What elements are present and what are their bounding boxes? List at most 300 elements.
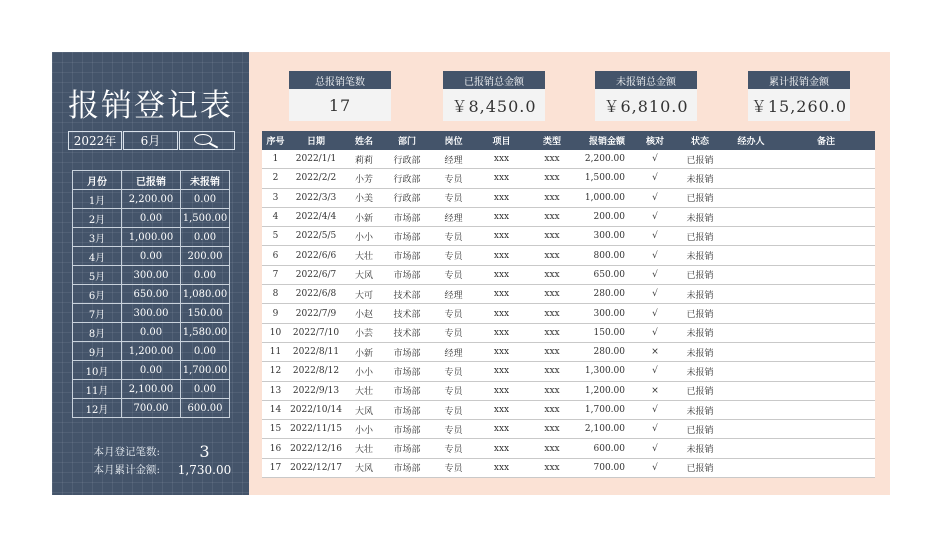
cell-col-remark[interactable] — [777, 304, 875, 323]
monthly-month-cell: 3月 — [73, 228, 122, 247]
cell-col-status[interactable]: 未报销 — [675, 285, 725, 304]
monthly-row — [73, 285, 230, 304]
period-selector — [68, 131, 235, 150]
cell-col-remark[interactable] — [777, 362, 875, 381]
monthly-paid-cell: 2,100.00 — [122, 380, 181, 399]
monthly-row — [73, 266, 230, 285]
cell-col-date[interactable]: 2022/6/6 — [289, 246, 343, 265]
cell-col-handler[interactable] — [725, 323, 777, 342]
cell-col-date[interactable]: 2022/4/4 — [289, 207, 343, 226]
cell-col-status[interactable]: 已报销 — [675, 188, 725, 207]
monthly-month-cell: 2月 — [73, 209, 122, 228]
header-col-remark[interactable]: 备注 — [777, 131, 875, 150]
cell-col-remark[interactable] — [777, 285, 875, 304]
card-value: ￥6,810.0 — [595, 89, 697, 121]
cell-col-date[interactable]: 2022/1/1 — [289, 150, 343, 169]
cell-col-dept[interactable]: 技术部 — [385, 323, 429, 342]
cell-col-position[interactable]: 专员 — [429, 265, 478, 284]
cell-col-handler[interactable] — [725, 362, 777, 381]
monthly-month-cell: 10月 — [73, 361, 122, 380]
table-row[interactable] — [262, 362, 875, 381]
cell-col-type[interactable]: xxx — [525, 323, 579, 342]
cell-col-item[interactable]: xxx — [478, 381, 525, 400]
card-unpaid-total — [595, 71, 697, 121]
cell-col-handler[interactable] — [725, 458, 777, 477]
cell-col-name[interactable]: 小美 — [343, 188, 385, 207]
cell-col-position[interactable]: 专员 — [429, 400, 478, 419]
monthly-row — [73, 380, 230, 399]
cell-col-item[interactable]: xxx — [478, 150, 525, 169]
cell-col-type[interactable]: xxx — [525, 420, 579, 439]
cell-col-index[interactable]: 15 — [262, 420, 289, 439]
cell-col-status[interactable]: 未报销 — [675, 246, 725, 265]
cell-col-item[interactable]: xxx — [478, 323, 525, 342]
table-row[interactable] — [262, 150, 875, 169]
cell-col-name[interactable]: 莉莉 — [343, 150, 385, 169]
cell-col-type[interactable]: xxx — [525, 362, 579, 381]
monthly-unpaid-cell: 600.00 — [181, 399, 230, 418]
cell-col-index[interactable]: 10 — [262, 323, 289, 342]
monthly-unpaid-cell: 0.00 — [181, 380, 230, 399]
left-panel — [52, 52, 249, 495]
month-count-value: 3 — [199, 442, 210, 461]
month-total-value: 1,730.00 — [177, 462, 232, 477]
cell-col-check[interactable]: √ — [635, 323, 675, 342]
monthly-unpaid-cell: 1,580.00 — [181, 323, 230, 342]
cell-col-dept[interactable]: 市场部 — [385, 458, 429, 477]
cell-col-status[interactable]: 未报销 — [675, 169, 725, 188]
cell-col-status[interactable]: 未报销 — [675, 400, 725, 419]
cell-col-item[interactable]: xxx — [478, 420, 525, 439]
cell-col-index[interactable]: 2 — [262, 169, 289, 188]
cell-col-type[interactable]: xxx — [525, 285, 579, 304]
cell-col-name[interactable]: 大可 — [343, 285, 385, 304]
cell-col-amount[interactable]: 2,200.00 — [579, 150, 635, 169]
cell-col-item[interactable]: xxx — [478, 342, 525, 361]
cell-col-index[interactable]: 14 — [262, 400, 289, 419]
header-col-type[interactable]: 类型 — [525, 131, 579, 150]
cell-col-item[interactable]: xxx — [478, 207, 525, 226]
cell-col-remark[interactable] — [777, 342, 875, 361]
monthly-month-cell: 8月 — [73, 323, 122, 342]
cell-col-item[interactable]: xxx — [478, 439, 525, 458]
cell-col-handler[interactable] — [725, 169, 777, 188]
cell-col-type[interactable]: xxx — [525, 400, 579, 419]
table-row[interactable] — [262, 342, 875, 361]
header-col-name[interactable]: 姓名 — [343, 131, 385, 150]
cell-col-type[interactable]: xxx — [525, 381, 579, 400]
monthly-row — [73, 399, 230, 418]
monthly-paid-cell: 0.00 — [122, 247, 181, 266]
cell-col-handler[interactable] — [725, 285, 777, 304]
cell-col-dept[interactable]: 市场部 — [385, 265, 429, 284]
monthly-header-paid: 已报销 — [122, 171, 181, 190]
cell-col-item[interactable]: xxx — [478, 227, 525, 246]
cell-col-position[interactable]: 专员 — [429, 304, 478, 323]
cell-col-name[interactable]: 小小 — [343, 362, 385, 381]
cell-col-name[interactable]: 小小 — [343, 227, 385, 246]
cell-col-dept[interactable]: 技术部 — [385, 304, 429, 323]
cell-col-index[interactable]: 16 — [262, 439, 289, 458]
table-row[interactable] — [262, 458, 875, 477]
cell-col-remark[interactable] — [777, 420, 875, 439]
cell-col-check[interactable]: √ — [635, 304, 675, 323]
cell-col-type[interactable]: xxx — [525, 342, 579, 361]
monthly-unpaid-cell: 0.00 — [181, 228, 230, 247]
table-row[interactable] — [262, 169, 875, 188]
cell-col-dept[interactable]: 市场部 — [385, 246, 429, 265]
cell-col-dept[interactable]: 行政部 — [385, 188, 429, 207]
cell-col-check[interactable]: √ — [635, 420, 675, 439]
cell-col-type[interactable]: xxx — [525, 458, 579, 477]
cell-col-type[interactable]: xxx — [525, 150, 579, 169]
cell-col-remark[interactable] — [777, 169, 875, 188]
cell-col-name[interactable]: 大壮 — [343, 439, 385, 458]
cell-col-date[interactable]: 2022/8/11 — [289, 342, 343, 361]
cell-col-remark[interactable] — [777, 400, 875, 419]
card-value: ￥8,450.0 — [443, 89, 545, 121]
header-col-position[interactable]: 岗位 — [429, 131, 478, 150]
cell-col-status[interactable]: 未报销 — [675, 207, 725, 226]
monthly-month-cell: 1月 — [73, 190, 122, 209]
cell-col-position[interactable]: 专员 — [429, 227, 478, 246]
monthly-unpaid-cell: 0.00 — [181, 266, 230, 285]
monthly-row — [73, 361, 230, 380]
monthly-header-unpaid: 未报销 — [181, 171, 230, 190]
cell-col-item[interactable]: xxx — [478, 304, 525, 323]
cell-col-status[interactable]: 未报销 — [675, 342, 725, 361]
cell-col-position[interactable]: 专员 — [429, 169, 478, 188]
cell-col-item[interactable]: xxx — [478, 400, 525, 419]
monthly-paid-cell: 0.00 — [122, 361, 181, 380]
cell-col-item[interactable]: xxx — [478, 246, 525, 265]
cell-col-index[interactable]: 3 — [262, 188, 289, 207]
monthly-unpaid-cell: 200.00 — [181, 247, 230, 266]
table-row[interactable] — [262, 285, 875, 304]
cell-col-date[interactable]: 2022/12/17 — [289, 458, 343, 477]
cell-col-status[interactable]: 已报销 — [675, 227, 725, 246]
cell-col-amount[interactable]: 1,500.00 — [579, 169, 635, 188]
table-row[interactable] — [262, 246, 875, 265]
cell-col-name[interactable]: 大风 — [343, 265, 385, 284]
monthly-header-row — [73, 171, 230, 190]
cell-col-date[interactable]: 2022/8/12 — [289, 362, 343, 381]
cell-col-amount[interactable]: 280.00 — [579, 342, 635, 361]
table-row[interactable] — [262, 420, 875, 439]
cell-col-date[interactable]: 2022/6/8 — [289, 285, 343, 304]
cell-col-handler[interactable] — [725, 150, 777, 169]
cell-col-type[interactable]: xxx — [525, 227, 579, 246]
cell-col-check[interactable]: × — [635, 381, 675, 400]
cell-col-check[interactable]: √ — [635, 362, 675, 381]
cell-col-dept[interactable]: 市场部 — [385, 227, 429, 246]
monthly-paid-cell: 2,200.00 — [122, 190, 181, 209]
card-label: 未报销总金额 — [595, 71, 697, 89]
cell-col-name[interactable]: 大风 — [343, 458, 385, 477]
cell-col-dept[interactable]: 技术部 — [385, 285, 429, 304]
header-col-index[interactable]: 序号 — [262, 131, 289, 150]
cell-col-amount[interactable]: 1,300.00 — [579, 362, 635, 381]
cell-col-dept[interactable]: 市场部 — [385, 400, 429, 419]
cell-col-date[interactable]: 2022/7/10 — [289, 323, 343, 342]
cell-col-date[interactable]: 2022/6/7 — [289, 265, 343, 284]
monthly-unpaid-cell: 0.00 — [181, 190, 230, 209]
cell-col-date[interactable]: 2022/10/14 — [289, 400, 343, 419]
cell-col-remark[interactable] — [777, 188, 875, 207]
table-row[interactable] — [262, 439, 875, 458]
cell-col-name[interactable]: 大壮 — [343, 246, 385, 265]
cell-col-index[interactable]: 17 — [262, 458, 289, 477]
month-total-row — [52, 462, 249, 477]
cell-col-item[interactable]: xxx — [478, 169, 525, 188]
monthly-paid-cell: 1,200.00 — [122, 342, 181, 361]
cell-col-position[interactable]: 经理 — [429, 150, 478, 169]
cell-col-handler[interactable] — [725, 188, 777, 207]
monthly-paid-cell: 300.00 — [122, 304, 181, 323]
cell-col-amount[interactable]: 600.00 — [579, 439, 635, 458]
cell-col-position[interactable]: 专员 — [429, 188, 478, 207]
table-row[interactable] — [262, 381, 875, 400]
monthly-row — [73, 342, 230, 361]
monthly-unpaid-cell: 0.00 — [181, 342, 230, 361]
cell-col-check[interactable]: × — [635, 342, 675, 361]
cell-col-remark[interactable] — [777, 150, 875, 169]
cell-col-name[interactable]: 小新 — [343, 342, 385, 361]
cell-col-dept[interactable]: 市场部 — [385, 207, 429, 226]
cell-col-status[interactable]: 已报销 — [675, 265, 725, 284]
monthly-paid-cell: 1,000.00 — [122, 228, 181, 247]
card-total-count — [289, 71, 391, 121]
cell-col-amount[interactable]: 700.00 — [579, 458, 635, 477]
table-row[interactable] — [262, 227, 875, 246]
monthly-unpaid-cell: 1,500.00 — [181, 209, 230, 228]
table-header-row — [262, 131, 875, 150]
monthly-row — [73, 323, 230, 342]
cell-col-check[interactable]: √ — [635, 439, 675, 458]
cell-col-amount[interactable]: 1,200.00 — [579, 381, 635, 400]
header-col-date[interactable]: 日期 — [289, 131, 343, 150]
cell-col-dept[interactable]: 市场部 — [385, 342, 429, 361]
cell-col-position[interactable]: 专员 — [429, 323, 478, 342]
cell-col-remark[interactable] — [777, 207, 875, 226]
cell-col-index[interactable]: 13 — [262, 381, 289, 400]
cell-col-date[interactable]: 2022/3/3 — [289, 188, 343, 207]
year-select[interactable]: 2022年 — [68, 131, 122, 150]
cell-col-check[interactable]: √ — [635, 169, 675, 188]
cell-col-amount[interactable]: 150.00 — [579, 323, 635, 342]
cell-col-check[interactable]: √ — [635, 246, 675, 265]
cell-col-handler[interactable] — [725, 246, 777, 265]
cell-col-position[interactable]: 专员 — [429, 439, 478, 458]
cell-col-type[interactable]: xxx — [525, 188, 579, 207]
cell-col-handler[interactable] — [725, 420, 777, 439]
header-col-status[interactable]: 状态 — [675, 131, 725, 150]
cell-col-dept[interactable]: 行政部 — [385, 169, 429, 188]
header-col-item[interactable]: 项目 — [478, 131, 525, 150]
cell-col-position[interactable]: 经理 — [429, 285, 478, 304]
cell-col-name[interactable]: 小赵 — [343, 304, 385, 323]
monthly-month-cell: 7月 — [73, 304, 122, 323]
cell-col-index[interactable]: 5 — [262, 227, 289, 246]
cell-col-amount[interactable]: 1,700.00 — [579, 400, 635, 419]
cell-col-name[interactable]: 小芸 — [343, 323, 385, 342]
cell-col-check[interactable]: √ — [635, 188, 675, 207]
page-title: 报销登记表 — [68, 88, 233, 124]
cell-col-status[interactable]: 已报销 — [675, 458, 725, 477]
monthly-paid-cell: 0.00 — [122, 323, 181, 342]
cell-col-amount[interactable]: 800.00 — [579, 246, 635, 265]
cell-col-status[interactable]: 未报销 — [675, 362, 725, 381]
cell-col-date[interactable]: 2022/2/2 — [289, 169, 343, 188]
cell-col-item[interactable]: xxx — [478, 285, 525, 304]
cell-col-amount[interactable]: 200.00 — [579, 207, 635, 226]
cell-col-name[interactable]: 大风 — [343, 400, 385, 419]
cell-col-type[interactable]: xxx — [525, 169, 579, 188]
monthly-unpaid-cell: 1,080.00 — [181, 285, 230, 304]
month-count-row — [52, 442, 249, 461]
cell-col-position[interactable]: 经理 — [429, 207, 478, 226]
cell-col-handler[interactable] — [725, 342, 777, 361]
cell-col-index[interactable]: 9 — [262, 304, 289, 323]
cell-col-amount[interactable]: 650.00 — [579, 265, 635, 284]
cell-col-date[interactable]: 2022/9/13 — [289, 381, 343, 400]
table-row[interactable] — [262, 304, 875, 323]
cell-col-item[interactable]: xxx — [478, 458, 525, 477]
search-icon — [194, 134, 220, 148]
monthly-unpaid-cell: 1,700.00 — [181, 361, 230, 380]
monthly-paid-cell: 650.00 — [122, 285, 181, 304]
monthly-row — [73, 247, 230, 266]
cell-col-name[interactable]: 小芳 — [343, 169, 385, 188]
table-row[interactable] — [262, 188, 875, 207]
monthly-month-cell: 6月 — [73, 285, 122, 304]
cell-col-amount[interactable]: 280.00 — [579, 285, 635, 304]
cell-col-type[interactable]: xxx — [525, 265, 579, 284]
cell-col-handler[interactable] — [725, 207, 777, 226]
cell-col-position[interactable]: 专员 — [429, 381, 478, 400]
cell-col-remark[interactable] — [777, 265, 875, 284]
cell-col-index[interactable]: 12 — [262, 362, 289, 381]
cell-col-check[interactable]: √ — [635, 207, 675, 226]
cell-col-status[interactable]: 已报销 — [675, 381, 725, 400]
cell-col-handler[interactable] — [725, 265, 777, 284]
month-select[interactable]: 6月 — [123, 131, 178, 150]
cell-col-status[interactable]: 未报销 — [675, 439, 725, 458]
cell-col-dept[interactable]: 行政部 — [385, 150, 429, 169]
cell-col-position[interactable]: 专员 — [429, 458, 478, 477]
card-value: ￥15,260.0 — [748, 89, 850, 121]
cell-col-remark[interactable] — [777, 458, 875, 477]
cell-col-handler[interactable] — [725, 227, 777, 246]
month-total-label: 本月累计金额: — [93, 464, 160, 476]
cell-col-index[interactable]: 6 — [262, 246, 289, 265]
cell-col-dept[interactable]: 市场部 — [385, 381, 429, 400]
header-col-amount[interactable]: 报销金额 — [579, 131, 635, 150]
cell-col-status[interactable]: 已报销 — [675, 420, 725, 439]
table-row[interactable] — [262, 207, 875, 226]
cell-col-check[interactable]: √ — [635, 400, 675, 419]
cell-col-amount[interactable]: 1,000.00 — [579, 188, 635, 207]
monthly-paid-cell: 0.00 — [122, 209, 181, 228]
cell-col-index[interactable]: 8 — [262, 285, 289, 304]
expense-register-table — [262, 131, 875, 478]
cell-col-amount[interactable]: 2,100.00 — [579, 420, 635, 439]
cell-col-handler[interactable] — [725, 304, 777, 323]
cell-col-status[interactable]: 未报销 — [675, 323, 725, 342]
cell-col-dept[interactable]: 市场部 — [385, 420, 429, 439]
monthly-row — [73, 190, 230, 209]
cell-col-handler[interactable] — [725, 400, 777, 419]
cell-col-type[interactable]: xxx — [525, 207, 579, 226]
cell-col-date[interactable]: 2022/7/9 — [289, 304, 343, 323]
cell-col-check[interactable]: √ — [635, 458, 675, 477]
cell-col-name[interactable]: 大壮 — [343, 381, 385, 400]
card-value: 17 — [289, 89, 391, 121]
cell-col-name[interactable]: 小小 — [343, 420, 385, 439]
cell-col-handler[interactable] — [725, 439, 777, 458]
cell-col-remark[interactable] — [777, 246, 875, 265]
cell-col-dept[interactable]: 市场部 — [385, 439, 429, 458]
cell-col-remark[interactable] — [777, 323, 875, 342]
header-col-dept[interactable]: 部门 — [385, 131, 429, 150]
cell-col-remark[interactable] — [777, 439, 875, 458]
cell-col-check[interactable]: √ — [635, 285, 675, 304]
monthly-paid-cell: 300.00 — [122, 266, 181, 285]
cell-col-dept[interactable]: 市场部 — [385, 362, 429, 381]
cell-col-type[interactable]: xxx — [525, 246, 579, 265]
table-row[interactable] — [262, 265, 875, 284]
monthly-month-cell: 12月 — [73, 399, 122, 418]
cell-col-status[interactable]: 已报销 — [675, 304, 725, 323]
cell-col-item[interactable]: xxx — [478, 362, 525, 381]
table-row[interactable] — [262, 323, 875, 342]
header-col-handler[interactable]: 经办人 — [725, 131, 777, 150]
cell-col-index[interactable]: 1 — [262, 150, 289, 169]
cell-col-index[interactable]: 11 — [262, 342, 289, 361]
card-label: 已报销总金额 — [443, 71, 545, 89]
cell-col-check[interactable]: √ — [635, 265, 675, 284]
cell-col-index[interactable]: 4 — [262, 207, 289, 226]
cell-col-amount[interactable]: 300.00 — [579, 304, 635, 323]
cell-col-position[interactable]: 专员 — [429, 420, 478, 439]
cell-col-type[interactable]: xxx — [525, 439, 579, 458]
cell-col-amount[interactable]: 300.00 — [579, 227, 635, 246]
cell-col-status[interactable]: 已报销 — [675, 150, 725, 169]
cell-col-date[interactable]: 2022/12/16 — [289, 439, 343, 458]
cell-col-type[interactable]: xxx — [525, 304, 579, 323]
cell-col-date[interactable]: 2022/11/15 — [289, 420, 343, 439]
cell-col-check[interactable]: √ — [635, 150, 675, 169]
cell-col-position[interactable]: 经理 — [429, 342, 478, 361]
monthly-row — [73, 209, 230, 228]
cell-col-name[interactable]: 小新 — [343, 207, 385, 226]
cell-col-remark[interactable] — [777, 227, 875, 246]
cell-col-index[interactable]: 7 — [262, 265, 289, 284]
table-row[interactable] — [262, 400, 875, 419]
header-col-check[interactable]: 核对 — [635, 131, 675, 150]
cell-col-item[interactable]: xxx — [478, 188, 525, 207]
monthly-month-cell: 9月 — [73, 342, 122, 361]
cell-col-date[interactable]: 2022/5/5 — [289, 227, 343, 246]
cell-col-item[interactable]: xxx — [478, 265, 525, 284]
search-button[interactable] — [179, 131, 235, 150]
cell-col-position[interactable]: 专员 — [429, 362, 478, 381]
cell-col-position[interactable]: 专员 — [429, 246, 478, 265]
cell-col-check[interactable]: √ — [635, 227, 675, 246]
cell-col-remark[interactable] — [777, 381, 875, 400]
card-cumulative-total — [748, 71, 850, 121]
cell-col-handler[interactable] — [725, 381, 777, 400]
